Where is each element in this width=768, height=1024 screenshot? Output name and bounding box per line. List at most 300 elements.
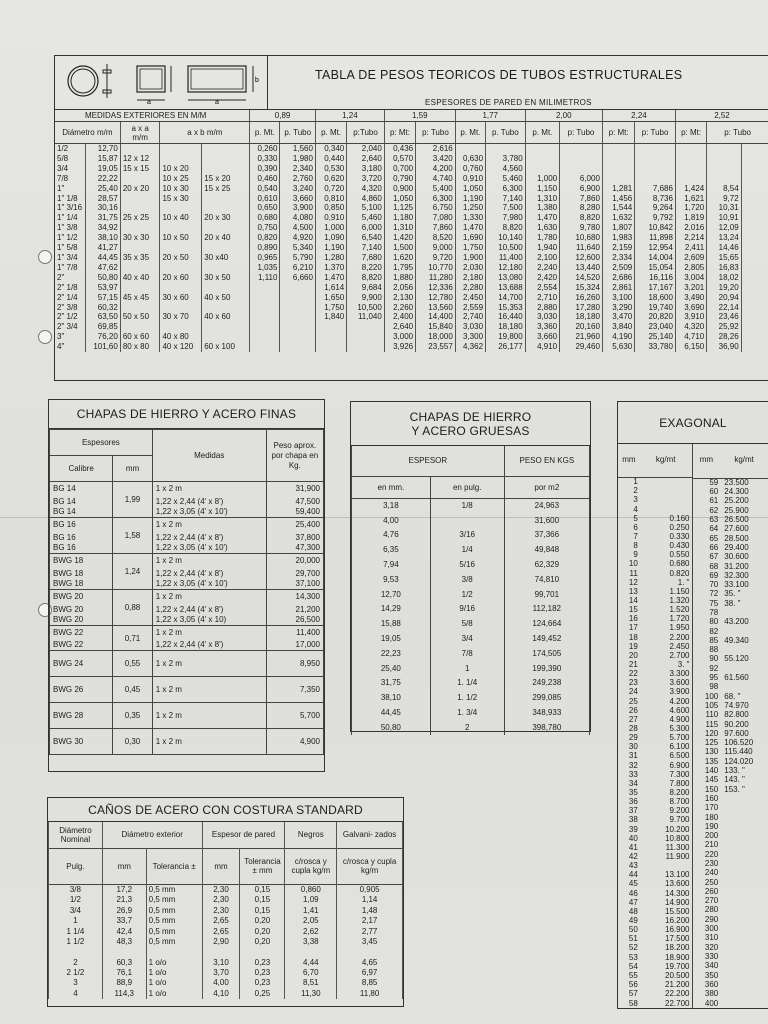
tubo-cell bbox=[741, 243, 768, 253]
tubo-cell: 2,340 bbox=[280, 164, 315, 174]
chapa-fina-row bbox=[50, 482, 324, 496]
exagonal-mm-cell: 66 bbox=[709, 543, 719, 552]
tubo-cell: 0,810 bbox=[315, 194, 346, 204]
negros-cell: 1,09 bbox=[285, 895, 337, 906]
exagonal-kg-cell: 1.320 bbox=[669, 596, 690, 606]
espesor-cell: 2,30 bbox=[202, 884, 240, 895]
exagonal-row bbox=[618, 926, 692, 935]
exagonal-mm-cell: 35 bbox=[628, 788, 638, 797]
tubo-cell bbox=[347, 342, 385, 352]
exagonal-kg-cell: 1.150 bbox=[669, 587, 690, 596]
peso-cell: 37,100 bbox=[266, 579, 323, 590]
exagonal-mm-cell: 55 bbox=[628, 971, 638, 980]
header-rosca-galv: c/rosca y cupla kg/m bbox=[337, 848, 403, 884]
exagonal-row bbox=[618, 743, 692, 752]
tubo-cell bbox=[741, 213, 768, 223]
tubo-row bbox=[55, 332, 768, 342]
exagonal-mm-cell: 380 bbox=[704, 989, 719, 999]
tubo-cell: 22,22 bbox=[86, 174, 120, 184]
peso-cell: 199,390 bbox=[504, 661, 589, 676]
exagonal-kg-cell: 0.820 bbox=[669, 569, 690, 578]
exagonal-row bbox=[693, 990, 768, 999]
espesor-pulg-cell: 5/16 bbox=[430, 557, 504, 572]
tubo-cell: 13,440 bbox=[560, 263, 603, 273]
tubo-cell: 14,46 bbox=[707, 243, 741, 253]
exagonal-mm-cell: 29 bbox=[628, 733, 638, 743]
calibre-cell: BG 16 bbox=[50, 518, 113, 532]
tubo-cell: 7,680 bbox=[347, 253, 385, 263]
exagonal-mm-cell: 22 bbox=[628, 669, 638, 679]
espesor-pulg-cell: 1/2 bbox=[430, 587, 504, 602]
exagonal-mm-cell: 20 bbox=[628, 651, 638, 660]
tubo-cell bbox=[160, 154, 202, 164]
col-ptubo: p:Tubo bbox=[347, 122, 385, 144]
tubo-cell bbox=[280, 322, 315, 332]
exagonal-mm-cell: 12 bbox=[628, 578, 638, 587]
diam-mm-cell: 60,3 bbox=[102, 947, 146, 967]
exagonal-kg-cell: 35. " bbox=[724, 590, 741, 599]
exagonal-row bbox=[693, 823, 768, 832]
tubo-cell: 38,10 bbox=[86, 233, 120, 243]
tubo-cell: 0,460 bbox=[250, 174, 280, 184]
exagonal-row bbox=[618, 990, 692, 999]
peso-cell: 5,700 bbox=[266, 703, 323, 729]
exagonal-mm-cell: 68 bbox=[709, 562, 719, 571]
medidas-cell: 1,22 x 3,05 (4' x 10') bbox=[152, 579, 266, 590]
tubo-cell bbox=[160, 322, 202, 332]
exagonal-mm-cell: 110 bbox=[705, 710, 719, 720]
exagonal-mm-cell: 15 bbox=[628, 605, 638, 615]
tubo-cell bbox=[707, 144, 741, 154]
thickness-2-52: 2,52 bbox=[675, 110, 768, 122]
header-espesores: Espesores bbox=[50, 430, 153, 456]
exagonal-mm-cell: 34 bbox=[628, 779, 638, 788]
exagonal-row bbox=[618, 862, 692, 871]
calibre-cell: BWG 20 bbox=[50, 604, 113, 615]
tubo-cell bbox=[202, 154, 250, 164]
tubo-cell: 13,688 bbox=[486, 283, 526, 293]
tolerancia-cell: 0,5 mm bbox=[146, 895, 202, 906]
exagonal-kg-cell bbox=[720, 823, 768, 832]
exagonal-mm-cell: 92 bbox=[709, 664, 719, 673]
tubo-cell: 0,340 bbox=[315, 144, 346, 154]
exagonal-kg-cell: 27.600 bbox=[724, 525, 749, 534]
tubo-cell: 20,160 bbox=[560, 322, 603, 332]
exagonal-mm-cell: 50 bbox=[628, 925, 638, 935]
exagonal-mm-cell: 105 bbox=[704, 701, 719, 710]
espesor-mm-cell: 4,76 bbox=[352, 528, 431, 543]
exagonal-mm-cell: 24 bbox=[628, 688, 638, 697]
tubo-cell: 12,70 bbox=[86, 144, 120, 154]
chapa-fina-row bbox=[50, 543, 324, 554]
chapa-gruesa-row bbox=[352, 646, 590, 661]
exagonal-row bbox=[618, 496, 692, 505]
medidas-cell: 1 x 2 m bbox=[152, 703, 266, 729]
tubo-cell: 6,300 bbox=[416, 194, 456, 204]
tubo-cell: 11,280 bbox=[416, 273, 456, 283]
tol-mm-cell: 0,23 bbox=[240, 947, 285, 967]
chapa-fina-row bbox=[50, 507, 324, 518]
tubo-cell: 10 x 50 bbox=[160, 233, 202, 243]
exagonal-kg-cell bbox=[720, 627, 768, 636]
exagonal-kg-cell bbox=[720, 906, 768, 915]
page-title: TABLA DE PESOS TEORICOS DE TUBOS ESTRUCTURALES bbox=[315, 68, 683, 82]
pulg-cell: 1 bbox=[49, 916, 103, 927]
tubo-cell: 9,264 bbox=[635, 203, 676, 213]
tubo-cell: 6,300 bbox=[486, 184, 526, 194]
tubo-cell: 1" 1/4 bbox=[55, 213, 86, 223]
tubo-cell: 2,616 bbox=[416, 144, 456, 154]
tolerancia-cell: 1 o/o bbox=[146, 978, 202, 989]
tubo-cell bbox=[560, 154, 603, 164]
tubo-cell: 3,100 bbox=[602, 293, 634, 303]
exagonal-row bbox=[693, 981, 768, 990]
tubo-cell: 1,035 bbox=[250, 263, 280, 273]
tubo-cell: 0,965 bbox=[250, 253, 280, 263]
tolerancia-cell: 0,5 mm bbox=[146, 884, 202, 895]
tubo-cell: 1,780 bbox=[525, 233, 559, 243]
tubo-row bbox=[55, 243, 768, 253]
tubo-cell bbox=[707, 174, 741, 184]
tubo-row bbox=[55, 203, 768, 213]
tol-mm-cell: 0,20 bbox=[240, 926, 285, 937]
tubo-cell: 1,090 bbox=[315, 233, 346, 243]
exagonal-kg-cell bbox=[720, 646, 768, 655]
tubo-cell: 1,750 bbox=[455, 243, 485, 253]
tubo-cell: 2,159 bbox=[602, 243, 634, 253]
exagonal-kg-cell: 17.500 bbox=[665, 935, 690, 944]
exagonal-mm-cell: 6 bbox=[633, 523, 638, 532]
chapas-finas-table bbox=[49, 429, 324, 755]
tubo-cell: 5,340 bbox=[280, 243, 315, 253]
exagonal-mm-cell: 31 bbox=[628, 752, 638, 761]
tubo-cell: 8,520 bbox=[416, 233, 456, 243]
exagonal-row bbox=[618, 633, 692, 642]
tubo-cell: 1,281 bbox=[602, 184, 634, 194]
tubo-cell: 30 x 30 bbox=[120, 233, 160, 243]
tubo-cell: 2,760 bbox=[280, 174, 315, 184]
exagonal-row bbox=[618, 477, 692, 487]
tubo-cell: 50,80 bbox=[86, 273, 120, 283]
header-diam-ext: Diámetro exterior bbox=[102, 822, 202, 848]
pulg-cell: 4 bbox=[49, 988, 103, 999]
chapa-fina-row bbox=[50, 626, 324, 640]
tubo-cell: 57,15 bbox=[86, 293, 120, 303]
exagonal-kg-cell: 115.440 bbox=[724, 748, 753, 757]
tubo-cell: 1,190 bbox=[455, 194, 485, 204]
col-pmt: p: Mt: bbox=[675, 122, 706, 144]
exagonal-mm-cell: 135 bbox=[704, 757, 719, 766]
exagonal-mm-cell: 160 bbox=[704, 794, 719, 803]
tubo-cell: 76,20 bbox=[86, 332, 120, 342]
exagonal-kg-cell: 18.200 bbox=[665, 944, 690, 953]
tubo-cell: 1,150 bbox=[525, 184, 559, 194]
tubo-cell: 2" 3/8 bbox=[55, 303, 86, 313]
exagonal-row bbox=[693, 590, 768, 599]
peso-cell: 31,900 bbox=[266, 482, 323, 496]
exagonal-row bbox=[693, 850, 768, 859]
col-axa: a x a m/m bbox=[120, 122, 160, 144]
espesor-cell: 3,10 bbox=[202, 947, 240, 967]
espesor-mm-cell: 31,75 bbox=[352, 676, 431, 691]
exagonal-row bbox=[618, 816, 692, 825]
chapa-gruesa-row bbox=[352, 498, 590, 513]
medidas-cell: 1,22 x 2,44 (4' x 8') bbox=[152, 604, 266, 615]
tubo-cell: 4,320 bbox=[675, 322, 706, 332]
tubo-cell: 0,760 bbox=[455, 164, 485, 174]
tubo-cell: 40 x 120 bbox=[160, 342, 202, 352]
exagonal-kg-cell: 30.600 bbox=[724, 552, 749, 562]
tubo-cell bbox=[160, 144, 202, 154]
tubo-cell: 16,83 bbox=[707, 263, 741, 273]
tubo-cell bbox=[120, 303, 160, 313]
exagonal-kg-cell: 25.900 bbox=[724, 506, 749, 515]
tubo-cell: 2,130 bbox=[384, 293, 415, 303]
tubo-cell bbox=[280, 283, 315, 293]
medidas-cell: 1 x 2 m bbox=[152, 518, 266, 532]
tubo-cell: 1,807 bbox=[602, 223, 634, 233]
exagonal-kg-cell: 4.200 bbox=[669, 697, 690, 706]
exagonal-row bbox=[618, 670, 692, 679]
espesor-cell: 2,65 bbox=[202, 926, 240, 937]
exagonal-mm-cell: 220 bbox=[704, 850, 719, 859]
tubo-cell: 10,680 bbox=[560, 233, 603, 243]
tubo-cell bbox=[120, 223, 160, 233]
medidas-cell: 1 x 2 m bbox=[152, 729, 266, 755]
exagonal-mm-cell: 26 bbox=[628, 706, 638, 715]
exagonal-row bbox=[693, 971, 768, 980]
tubo-cell: 60 x 60 bbox=[120, 332, 160, 342]
peso-cell: 7,350 bbox=[266, 677, 323, 703]
tubo-cell: 16,440 bbox=[486, 312, 526, 322]
tol-mm-cell: 0,15 bbox=[240, 895, 285, 906]
tubo-cell: 17,280 bbox=[560, 303, 603, 313]
exagonal-row bbox=[618, 944, 692, 953]
exagonal-kg-cell: 0.430 bbox=[669, 541, 690, 551]
tubo-cell bbox=[120, 263, 160, 273]
tubo-cell: 19,740 bbox=[635, 303, 676, 313]
exagonal-row bbox=[693, 906, 768, 915]
tubo-cell: 5,460 bbox=[486, 174, 526, 184]
tubo-cell: 3,201 bbox=[675, 283, 706, 293]
exagonal-kg-cell: 13.600 bbox=[665, 880, 690, 889]
exagonal-mm-cell: 33 bbox=[628, 770, 638, 779]
exagonal-mm-cell: 21 bbox=[628, 660, 638, 669]
tubo-cell bbox=[250, 303, 280, 313]
tubo-cell bbox=[120, 283, 160, 293]
tubo-cell: 2,686 bbox=[602, 273, 634, 283]
thickness-1-24: 1,24 bbox=[315, 110, 384, 122]
exagonal-kg-cell: 2.200 bbox=[669, 633, 690, 642]
espesor-mm-cell: 15,88 bbox=[352, 616, 431, 631]
exagonal-mm-cell: 70 bbox=[709, 580, 719, 590]
exagonal-kg-cell: 26.500 bbox=[724, 515, 749, 525]
tubo-cell: 0,610 bbox=[250, 194, 280, 204]
tubo-cell bbox=[250, 312, 280, 322]
exagonal-kg-cell: 1.720 bbox=[669, 615, 690, 624]
exagonal-mm-cell: 11 bbox=[629, 569, 638, 578]
tubo-cell: 101,60 bbox=[86, 342, 120, 352]
tubo-cell: 47,62 bbox=[86, 263, 120, 273]
thickness-2-24: 2,24 bbox=[602, 110, 675, 122]
tubo-cell bbox=[250, 332, 280, 342]
tubo-cell: 2,420 bbox=[525, 273, 559, 283]
exagonal-row bbox=[693, 599, 768, 608]
tol-mm-cell: 0,15 bbox=[240, 884, 285, 895]
exagonal-mm-cell: 44 bbox=[628, 871, 638, 880]
exagonal-row bbox=[618, 679, 692, 688]
calibre-cell: BWG 20 bbox=[50, 590, 113, 604]
tubo-cell bbox=[675, 154, 706, 164]
peso-cell: 24,963 bbox=[504, 498, 589, 513]
header-pulg: Pulg. bbox=[49, 848, 103, 884]
medidas-cell: 1 x 2 m bbox=[152, 590, 266, 604]
exagonal-mm-cell: 100 bbox=[704, 692, 719, 701]
tubo-cell bbox=[160, 303, 202, 313]
tubo-cell: 1" 1/2 bbox=[55, 233, 86, 243]
tubo-cell: 4,190 bbox=[602, 332, 634, 342]
tubo-cell: 28,26 bbox=[707, 332, 741, 342]
espesor-pulg-cell: 1. 1/4 bbox=[430, 676, 504, 691]
exagonal-mm-cell: 250 bbox=[704, 878, 719, 887]
tubo-cell: 2,040 bbox=[347, 144, 385, 154]
tubo-cell: 4,740 bbox=[416, 174, 456, 184]
col-pmt: p: Mt: bbox=[384, 122, 415, 144]
exagonal-mm-cell: 67 bbox=[709, 552, 719, 562]
tubo-cell bbox=[347, 322, 385, 332]
exagonal-kg-cell: 16.200 bbox=[665, 916, 690, 925]
exagonal-table-left bbox=[618, 444, 693, 1009]
peso-cell: 37,366 bbox=[504, 528, 589, 543]
chapa-fina-row bbox=[50, 604, 324, 615]
exagonal-kg-cell: 5.700 bbox=[669, 733, 690, 743]
exagonal-mm-cell: 10 bbox=[628, 560, 638, 569]
chapa-fina-row bbox=[50, 651, 324, 677]
tubo-cell: 10 x 40 bbox=[160, 213, 202, 223]
tubo-cell: 1,000 bbox=[525, 174, 559, 184]
calibre-cell: BG 14 bbox=[50, 507, 113, 518]
tubo-cell: 80 x 80 bbox=[120, 342, 160, 352]
tubo-cell: 18,000 bbox=[416, 332, 456, 342]
tubo-cell: 10,500 bbox=[347, 303, 385, 313]
tubo-cell bbox=[741, 164, 768, 174]
col-ptubo: p: Tubo bbox=[416, 122, 456, 144]
espesor-pulg-cell: 1 bbox=[430, 661, 504, 676]
exagonal-row bbox=[618, 789, 692, 798]
exagonal-kg-cell bbox=[720, 832, 768, 841]
exagonal-row bbox=[693, 860, 768, 869]
exagonal-mm-cell: 1 bbox=[633, 477, 638, 487]
tubo-cell: 2,880 bbox=[525, 303, 559, 313]
tubo-cell bbox=[741, 154, 768, 164]
exagonal-kg-cell: 3. " bbox=[677, 660, 690, 669]
tubo-cell: 2,400 bbox=[384, 312, 415, 322]
exagonal-mm-cell: 95 bbox=[709, 673, 719, 683]
tubo-cell: 2" 1/8 bbox=[55, 283, 86, 293]
exagonal-mm-cell: 17 bbox=[628, 624, 638, 633]
tubos-header bbox=[55, 56, 768, 110]
tubo-cell bbox=[675, 174, 706, 184]
chapa-gruesa-row bbox=[352, 661, 590, 676]
header-peso: Peso aprox. por chapa en Kg. bbox=[266, 430, 323, 482]
exagonal-kg-cell bbox=[640, 487, 692, 496]
cano-row bbox=[49, 937, 403, 948]
negros-cell: 4,44 bbox=[285, 947, 337, 967]
diam-mm-cell: 114,3 bbox=[102, 988, 146, 999]
exagonal-mm-cell: 46 bbox=[628, 889, 638, 898]
svg-text:b: b bbox=[255, 77, 259, 84]
peso-cell: 299,085 bbox=[504, 690, 589, 705]
galv-cell: 4,65 bbox=[337, 947, 403, 967]
exagonal-mm-cell: 54 bbox=[628, 962, 638, 971]
pulg-cell: 3/8 bbox=[49, 884, 103, 895]
tubo-cell: 0,540 bbox=[250, 184, 280, 194]
tubo-cell bbox=[560, 164, 603, 174]
header-kgmt: kg/mt bbox=[734, 455, 754, 465]
exagonal-row bbox=[618, 962, 692, 971]
exagonal-kg-cell bbox=[720, 609, 768, 618]
exagonal-row bbox=[618, 624, 692, 633]
mm-cell: 1,24 bbox=[113, 554, 153, 590]
tubo-cell bbox=[202, 243, 250, 253]
col-pmt: p. Mt. bbox=[525, 122, 559, 144]
tubo-cell bbox=[280, 332, 315, 342]
tubo-cell bbox=[741, 283, 768, 293]
tubo-cell: 0,720 bbox=[315, 184, 346, 194]
tubo-cell: 9,72 bbox=[707, 194, 741, 204]
tubo-cell bbox=[280, 342, 315, 352]
cano-row bbox=[49, 884, 403, 895]
chapa-fina-row bbox=[50, 677, 324, 703]
tubo-cell: 15,353 bbox=[486, 303, 526, 313]
peso-cell: 49,848 bbox=[504, 542, 589, 557]
tubo-cell: 10,770 bbox=[416, 263, 456, 273]
exagonal-row bbox=[618, 716, 692, 725]
exagonal-kg-cell bbox=[720, 925, 768, 934]
col-axb: a x b m/m bbox=[160, 122, 250, 144]
peso-cell: 398,780 bbox=[504, 720, 589, 735]
tubo-cell: 1,370 bbox=[315, 263, 346, 273]
tubo-cell: 1,190 bbox=[315, 243, 346, 253]
exagonal-row bbox=[693, 572, 768, 581]
calibre-cell: BG 16 bbox=[50, 543, 113, 554]
tubo-row bbox=[55, 194, 768, 204]
tubo-cell: 1" 5/8 bbox=[55, 243, 86, 253]
exagonal-kg-cell: 61.560 bbox=[724, 673, 749, 683]
tubo-cell: 3,720 bbox=[347, 174, 385, 184]
exagonal-mm-cell: 62 bbox=[709, 506, 719, 515]
tubo-cell: 15,65 bbox=[707, 253, 741, 263]
exagonal-mm-cell: 52 bbox=[628, 944, 638, 953]
tubo-cell: 13,24 bbox=[707, 233, 741, 243]
tubo-cell: 2,740 bbox=[455, 312, 485, 322]
thickness-header-row bbox=[55, 110, 768, 122]
exagonal-kg-cell: 82.800 bbox=[724, 710, 749, 720]
tubo-cell: 1,470 bbox=[455, 223, 485, 233]
col-ptubo: p: Tubo bbox=[707, 122, 768, 144]
tubo-cell: 9,000 bbox=[416, 243, 456, 253]
tubo-cell: 25,92 bbox=[707, 322, 741, 332]
exagonal-row bbox=[618, 771, 692, 780]
exagonal-row bbox=[693, 702, 768, 711]
tubo-cell: 2,056 bbox=[384, 283, 415, 293]
negros-cell: 0,860 bbox=[285, 884, 337, 895]
exagonal-row bbox=[693, 525, 768, 534]
tolerancia-cell: 0,5 mm bbox=[146, 937, 202, 948]
tubo-row bbox=[55, 273, 768, 283]
tubo-cell: 2,861 bbox=[602, 283, 634, 293]
exagonal-kg-cell: 0.330 bbox=[669, 532, 690, 542]
